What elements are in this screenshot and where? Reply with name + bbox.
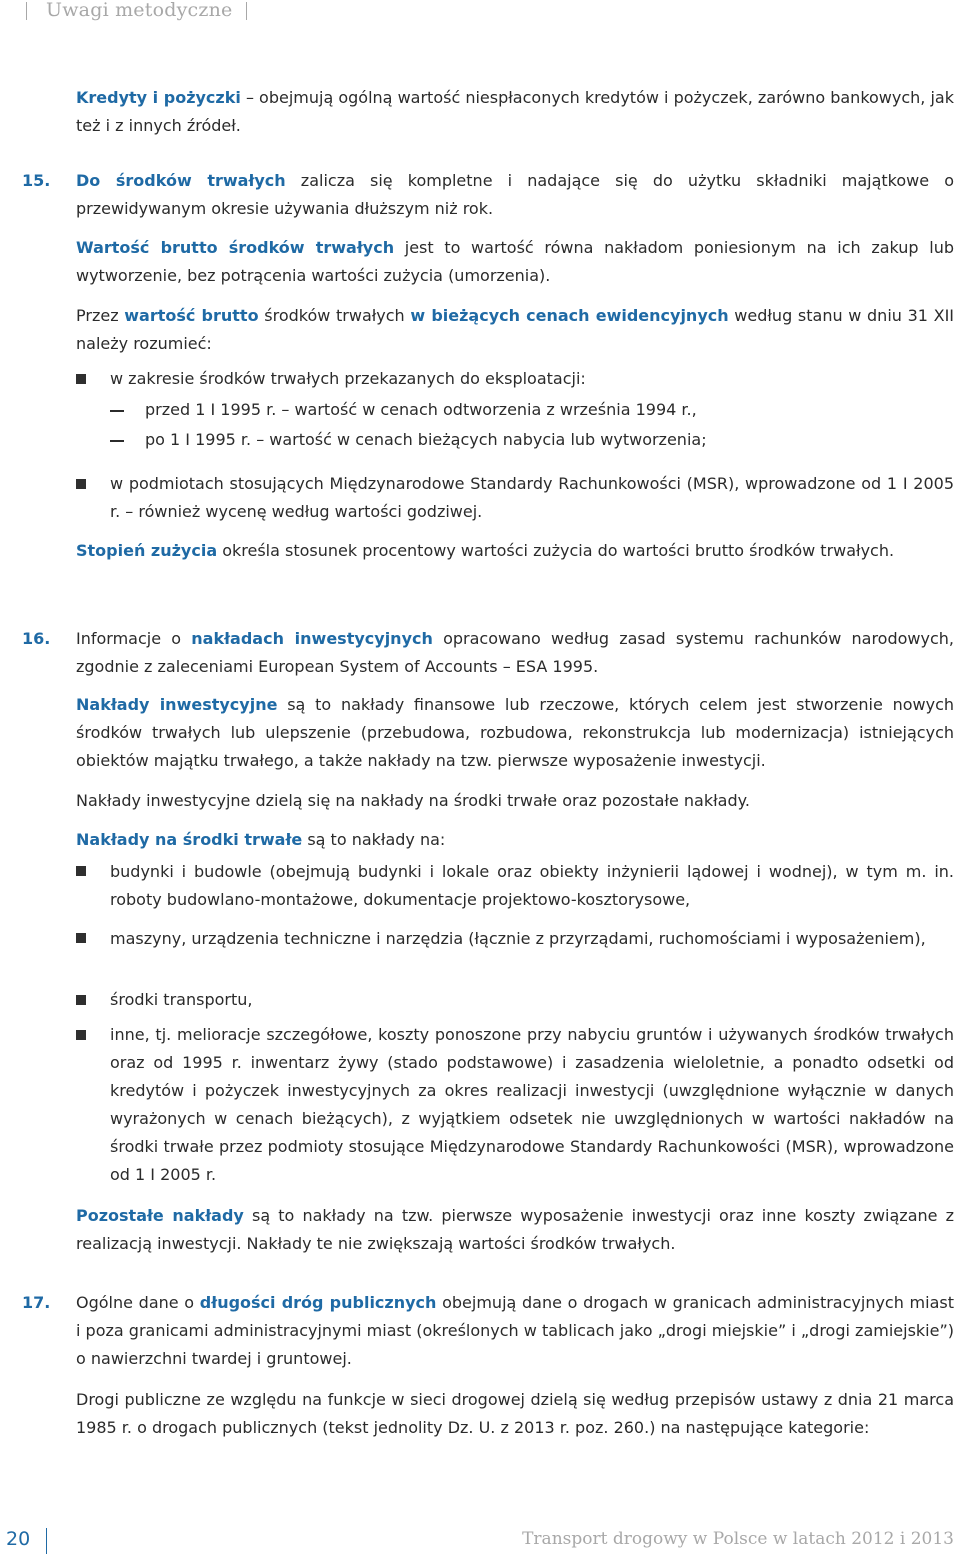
list-item: w podmiotach stosujących Międzynarodowe Standardy Rachunkowości (MSR), wprowadzone od 1 I 2005 r. – również wycenę według wartości godziwej. [110,474,954,521]
publication-title: Transport drogowy w Polsce w latach 2012 i 2013 [522,1529,954,1549]
bullet-square-icon [76,374,86,384]
header-title: Uwagi metodyczne [46,0,233,21]
list-subitem: przed 1 I 1995 r. – wartość w cenach odtworzenia z września 1994 r., [145,400,697,419]
page-number: 20 [6,1528,31,1550]
section-number-17: 17. [22,1293,51,1312]
dash-marker-icon [110,440,124,442]
term-fixed-assets: Do środków trwałych [76,171,286,190]
header-divider-left [26,2,27,20]
list-item: inne, tj. melioracje szczegółowe, koszty ponoszone przy nabyciu gruntów i używanych środków trwałych oraz od 1995 r. inwentarz żywy (stado podstawowe) i zasadzenia wieloletnie, a ponadto odsetki od kredytów i pożyczek inwestycyjnych za okres realizacji inwestycji (uwzględnione wyłącznie w danych wyrażonych w cenach bieżących), z wyjątkiem odsetek nie uwzględnionych w wartości nakładów na środki trwałe przez podmioty stosujące Międzynarodowe Standardy Rachunkowości (MSR), wprowadzone od 1 I 2005 r. [110,1025,954,1184]
bullet-square-icon [76,479,86,489]
term-investment-outlays: nakładach inwestycyjnych [191,629,433,648]
list-subitem: po 1 I 1995 r. – wartość w cenach bieżących nabycia lub wytworzenia; [145,430,707,449]
paragraph-depreciation: Stopień zużycia określa stosunek procentowy wartości zużycia do wartości brutto środków trwałych. [76,541,895,560]
paragraph-roads: Ogólne dane o długości dróg publicznych obejmują dane o drogach w granicach administracyjnych miast i poza granicami administracyjnymi miast (określonych w tablicach jako „drogi miejskie” i „drogi zamiejskie”) o nawierzchni twardej i gruntowej. [76,1293,955,1368]
list-item: środki transportu, [110,990,253,1009]
paragraph-fixed-assets: Do środków trwałych zalicza się kompletne i nadające się do użytku składniki majątkowe o przewidywanym okresie używania dłuższym niż rok. [76,171,954,218]
term-outlays-fixed: Nakłady na środki trwałe [76,830,303,849]
dash-marker-icon [110,410,124,412]
paragraph-investment-split: Nakłady inwestycyjne dzielą się na nakłady na środki trwałe oraz pozostałe nakłady. [76,791,750,810]
section-number-16: 16. [22,629,51,648]
list-item: budynki i budowle (obejmują budynki i lokale oraz obiekty inżynierii lądowej i wodnej), w tym m. in. roboty budowlano-montażowe, dokumentacje projektowo-kosztorysowe, [110,862,954,909]
list-item: maszyny, urządzenia techniczne i narzędzia (łącznie z przyrządami, ruchomościami i wyposażeniem), [110,929,926,948]
term-depreciation: Stopień zużycia [76,541,218,560]
bullet-square-icon [76,933,86,943]
term-gross-value-2: wartość brutto [124,306,259,325]
bullet-square-icon [76,1030,86,1040]
list-item: w zakresie środków trwałych przekazanych do eksploatacji: [110,369,586,388]
term-gross-value: Wartość brutto środków trwałych [76,238,395,257]
paragraph-investment-info: Informacje o nakładach inwestycyjnych opracowano według zasad systemu rachunków narodowych, zgodnie z zaleceniami European System of Accounts – ESA 1995. [76,629,954,676]
running-header [0,0,960,24]
paragraph-credits: Kredyty i pożyczki – obejmują ogólną wartość niespłaconych kredytów i pożyczek, zarówno bankowych, jak też i z innych źródeł. [76,88,954,135]
paragraph-road-categories: Drogi publiczne ze względu na funkcje w sieci drogowej dzielą się według przepisów ustawy z dnia 21 marca 1985 r. o drogach publicznych (tekst jednolity Dz. U. z 2013 r. poz. 260.) na następujące kategorie: [76,1390,954,1437]
paragraph-gross-value-prices: Przez wartość brutto środków trwałych w bieżących cenach ewidencyjnych według stanu w dniu 31 XII należy rozumieć: [76,306,955,353]
footer-divider [46,1528,47,1554]
paragraph-investment-definition: Nakłady inwestycyjne są to nakłady finansowe lub rzeczowe, których celem jest stworzenie nowych środków trwałych lub ulepszenie (przebudowa, rozbudowa, rekonstrukcja lub modernizacja) istniejących obiektów majątku trwałego, a także nakłady na tzw. pierwsze wyposażenie inwestycji. [76,695,955,770]
paragraph-outlays-fixed: Nakłady na środki trwałe są to nakłady na: [76,830,446,849]
paragraph-gross-value: Wartość brutto środków trwałych jest to wartość równa nakładom poniesionym na ich zakup lub wytworzenie, bez potrącenia wartości zużycia (umorzenia). [76,238,954,285]
bullet-square-icon [76,866,86,876]
term-investment: Nakłady inwestycyjne [76,695,278,714]
term-current-prices: w bieżących cenach ewidencyjnych [410,306,729,325]
page-footer [0,1528,960,1557]
bullet-square-icon [76,995,86,1005]
term-road-length: długości dróg publicznych [199,1293,437,1312]
paragraph-other-outlays: Pozostałe nakłady są to nakłady na tzw. pierwsze wyposażenie inwestycji oraz inne koszty związane z realizacją inwestycji. Nakłady te nie zwiększają wartości środków trwałych. [76,1206,955,1253]
header-divider-right [246,2,247,20]
section-number-15: 15. [22,171,51,190]
term-credits: Kredyty i pożyczki [76,88,241,107]
term-other-outlays: Pozostałe nakłady [76,1206,244,1225]
